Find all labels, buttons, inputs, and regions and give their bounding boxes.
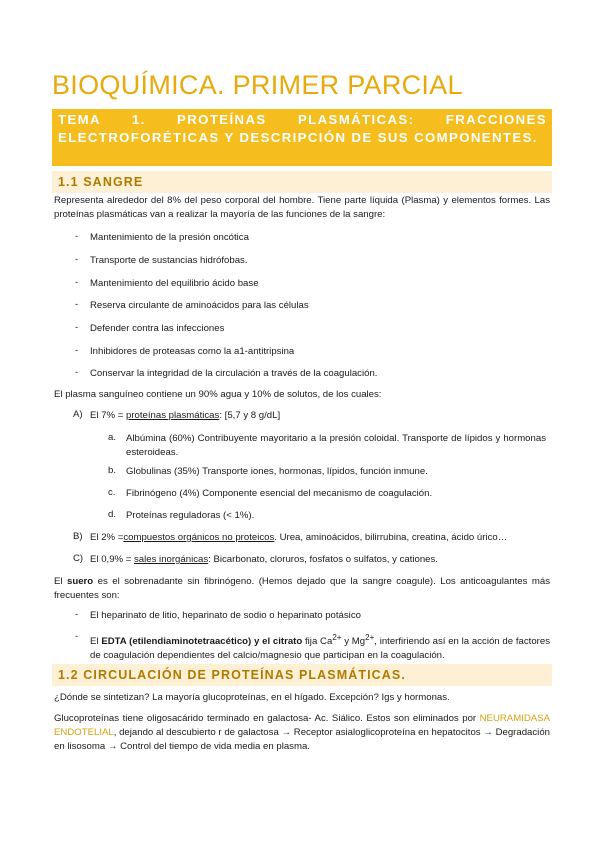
superscript: 2+ — [332, 633, 342, 642]
bold-term: suero — [67, 576, 94, 587]
text-fragment: Glucoproteínas tiene oligosacárido terminado en galactosa- Ac. Siálico. Estos son eliminados por — [54, 713, 480, 724]
intro-paragraph: Representa alrededor del 8% del peso corporal del hombre. Tiene parte líquida (Plasma) y elementos formes. Las proteínas plasmáticas van a realizar la mayoría de las funciones de la sangre: — [54, 195, 550, 220]
text-fragment: , dejando al descubierto r de galactosa → Receptor asialoglicoproteína en hepatocitos → Degradación en lisosoma → Control del tiempo de vida media en plasma. — [54, 727, 550, 752]
anticoag-item — [90, 631, 550, 663]
text-fragment: El — [90, 636, 102, 648]
item-letter: B) — [73, 531, 83, 542]
text-fragment: fija Ca — [302, 636, 333, 648]
list-bullet: - — [75, 345, 79, 356]
text-fragment: . Urea, aminoácidos, bilirrubina, creatina, ácido úrico… — [274, 532, 508, 543]
item-letter: A) — [73, 409, 83, 420]
suero-paragraph — [54, 575, 550, 603]
superscript: 2+ — [365, 633, 375, 642]
anticoag-item: El heparinato de litio, heparinato de sodio o heparinato potásico — [90, 610, 361, 621]
text-fragment: , interfiriendo así en la acción de factores de coagulación dependientes del calcio/magnesio que participan en la coagulación. — [90, 636, 550, 662]
list-bullet: - — [75, 299, 79, 310]
plasma-proteins-line — [90, 409, 280, 423]
list-item: Mantenimiento de la presión oncótica — [90, 232, 249, 243]
sub-item: Globulinas (35%) Transporte iones, hormonas, lípidos, función inmune. — [126, 466, 428, 477]
text-fragment: El — [54, 576, 68, 587]
sub-letter: b. — [108, 465, 117, 476]
underlined-term: sales inorgánicas — [134, 554, 209, 565]
list-bullet: - — [75, 631, 79, 642]
plasma-intro: El plasma sanguíneo contiene un 90% agua y 10% de solutos, de los cuales: — [54, 389, 382, 400]
list-bullet: - — [75, 322, 79, 333]
list-item: Reserva circulante de aminoácidos para las células — [90, 300, 309, 311]
list-item: Transporte de sustancias hidrófobas. — [90, 255, 248, 266]
organic-compounds-line — [90, 531, 507, 545]
sub-item: Proteínas reguladoras (< 1%). — [126, 510, 255, 521]
synthesis-paragraph: ¿Dónde se sintetizan? La mayoría glucoproteínas, en el hígado. Excepción? Igs y hormonas. — [54, 692, 450, 703]
sub-letter: a. — [108, 432, 117, 443]
chapter-title-banner: TEMA 1. PROTEÍNAS PLASMÁTICAS: FRACCIONES ELECTROFORÉTICAS Y DESCRIPCIÓN DE SUS COMPONENTES. — [52, 109, 552, 166]
list-bullet: - — [75, 367, 79, 378]
section-heading-circulacion: 1.2 CIRCULACIÓN DE PROTEÍNAS PLASMÁTICAS. — [52, 664, 552, 686]
highlighted-term: NEURAMIDASA ENDOTELIAL — [54, 713, 550, 738]
list-item: Inhibidores de proteasas como la a1-antitripsina — [90, 346, 295, 357]
list-bullet: - — [75, 254, 79, 265]
text-fragment: El 2% = — [90, 532, 124, 543]
text-fragment: El 0,9% = — [90, 554, 134, 565]
text-fragment: : Bicarbonato, cloruros, fosfatos o sulfatos, y cationes. — [208, 554, 438, 565]
inorganic-salts-line — [90, 553, 438, 567]
list-bullet: - — [75, 609, 79, 620]
list-bullet: - — [75, 277, 79, 288]
glycoprotein-paragraph — [54, 712, 550, 754]
text-fragment: El 7% = — [90, 410, 126, 421]
section-heading-sangre: 1.1 SANGRE — [52, 171, 552, 193]
sub-item: Fibrinógeno (4%) Componente esencial del mecanismo de coagulación. — [126, 488, 433, 499]
text-fragment: : [5,7 y 8 g/dL] — [219, 410, 281, 421]
item-letter: C) — [73, 553, 84, 564]
list-item: Defender contra las infecciones — [90, 323, 225, 334]
sub-letter: d. — [108, 509, 117, 520]
sub-item: Albúmina (60%) Contribuyente mayoritario a la presión coloidal. Transporte de lípidos y hormonas esteroideas. — [126, 433, 546, 458]
text-fragment: y Mg — [341, 636, 366, 648]
bold-term: EDTA (etilendiaminotetraacético) y el citrato — [101, 636, 303, 648]
sub-letter: c. — [108, 487, 116, 498]
list-item: Mantenimiento del equilibrio ácido base — [90, 278, 259, 289]
text-fragment: es el sobrenadante sin fibrinógeno. (Hemos dejado que la sangre coagule). Los anticoagulantes más frecuentes son: — [54, 576, 550, 601]
list-bullet: - — [75, 231, 79, 242]
underlined-term: compuestos orgánicos no proteicos — [123, 532, 275, 543]
document-title: BIOQUÍMICA. PRIMER PARCIAL — [52, 70, 463, 100]
underlined-term: proteínas plasmáticas — [126, 410, 220, 421]
list-item: Conservar la integridad de la circulación a través de la coagulación. — [90, 368, 378, 379]
